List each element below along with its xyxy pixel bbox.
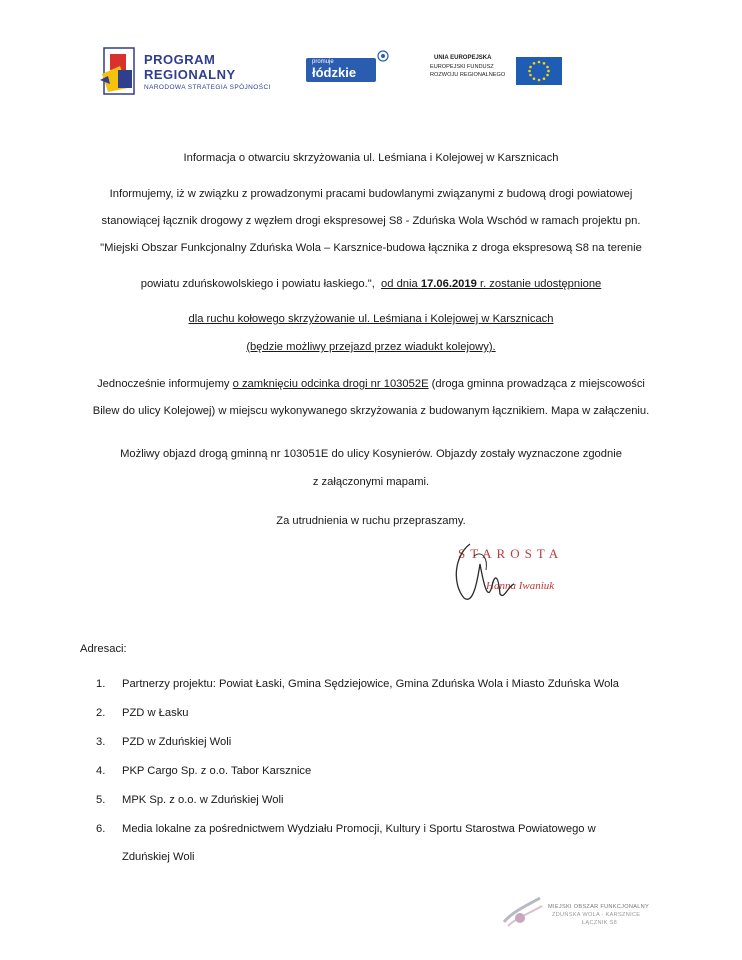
apology-text: Za utrudnienia w ruchu przepraszamy.: [276, 515, 466, 527]
program-regionalny-line3: NARODOWA STRATEGIA SPÓJNOŚCI: [144, 84, 271, 91]
program-regionalny-line2: REGIONALNY: [144, 67, 236, 82]
lodzkie-big-text: łódzkie: [312, 65, 357, 80]
mof-footer-logo: [500, 892, 700, 932]
paragraph3-line1: Możliwy objazd drogą gminną nr 103051E do ulicy Kosynierów. Objazdy zostały wyznaczone zgodnie: [120, 448, 622, 460]
road-closure-text: o zamknięciu odcinka drogi nr 103052E: [232, 378, 429, 390]
list-item-number: 1.: [96, 678, 106, 690]
paragraph2-line2: Bilew do ulicy Kolejowej) w miejscu wykonywanego skrzyżowania z budowanym łącznikiem. Mapa w załączeniu.: [92, 405, 650, 417]
lodzkie-small-text: promuje: [312, 59, 334, 65]
paragraph1-line5: dla ruchu kołowego skrzyżowanie ul. Leśmiana i Kolejowej w Karsznicach: [188, 313, 554, 325]
eu-logo: [426, 52, 566, 88]
document-title: Informacja o otwarciu skrzyżowania ul. Leśmiana i Kolejowej w Karsznicach: [183, 152, 559, 164]
eu-line1: UNIA EUROPEJSKA: [434, 55, 492, 61]
program-regionalny-logo: [96, 44, 296, 98]
program-regionalny-emblem-icon: [98, 44, 140, 98]
signature-icon: [448, 536, 578, 616]
list-item-continuation: Zduńskiej Woli: [122, 851, 195, 863]
list-item: Partnerzy projektu: Powiat Łaski, Gmina Sędziejowice, Gmina Zduńska Wola i Miasto Zduńska Wola: [122, 678, 620, 690]
list-item: MPK Sp. z o.o. w Zduńskiej Woli: [122, 794, 284, 806]
list-item: PKP Cargo Sp. z o.o. Tabor Karsznice: [122, 765, 312, 777]
mof-line2: ZDUŃSKA WOLA - KARSZNICE: [552, 912, 641, 918]
paragraph1-line3: "Miejski Obszar Funkcjonalny Zduńska Wola – Karsznice-budowa łącznika z droga ekspresową S8 na terenie: [100, 242, 642, 254]
paragraph1-line4: [40, 277, 702, 291]
starosta-stamp: [448, 536, 578, 616]
list-item-number: 6.: [96, 823, 106, 835]
list-item: PZD w Łasku: [122, 707, 189, 719]
paragraph1-line1: Informujemy, iż w związku z prowadzonymi pracami budowlanymi związanymi z budową drogi powiatowej: [109, 188, 633, 200]
stamp-title: STAROSTA: [458, 546, 564, 561]
list-item-number: 2.: [96, 707, 106, 719]
list-item-number: 4.: [96, 765, 106, 777]
eu-line3: ROZWOJU REGIONALNEGO: [430, 72, 506, 78]
paragraph2-line1: [40, 377, 702, 391]
list-item-number: 3.: [96, 736, 106, 748]
list-item: PZD w Zduńskiej Woli: [122, 736, 232, 748]
paragraph2-line1-start: Jednocześnie informujemy: [97, 378, 230, 390]
mof-line3: ŁĄCZNIK S8: [582, 920, 618, 926]
paragraph1-line2: stanowiącej łącznik drogowy z węzłem drogi ekspresowej S8 - Zduńska Wola Wschód w ramach projektu pn.: [101, 215, 641, 227]
opening-date: 17.06.2019: [420, 278, 477, 290]
list-item: Media lokalne za pośrednictwem Wydziału Promocji, Kultury i Sportu Starostwa Powiatowego w: [122, 823, 596, 835]
lodzkie-logo: [306, 48, 394, 86]
addressees-label: Adresaci:: [80, 643, 127, 655]
lodzkie-swirl-icon: [374, 48, 392, 64]
eu-stars-icon: [516, 57, 562, 85]
mof-line1: MIEJSKI OBSZAR FUNKCJONALNY: [548, 904, 650, 910]
paragraph1-line4-r: r.: [479, 278, 487, 290]
paragraph1-line4-start: powiatu zduńskowolskiego i powiatu łaskiego.",: [140, 278, 375, 290]
list-item-number: 5.: [96, 794, 106, 806]
paragraph1-line4-end: zostanie udostępnione: [489, 278, 602, 290]
program-regionalny-line1: PROGRAM: [144, 52, 216, 67]
eu-flag-icon: [516, 57, 562, 85]
mof-emblem-icon: [500, 892, 546, 932]
eu-line2: EUROPEJSKI FUNDUSZ: [430, 64, 494, 70]
paragraph3-line2: z załączonymi mapami.: [312, 476, 430, 488]
stamp-name: Hanna Iwaniuk: [486, 580, 555, 592]
paragraph2-line1-end: (droga gminna prowadząca z miejscowości: [431, 378, 645, 390]
paragraph1-line6: (będzie możliwy przejazd przez wiadukt kolejowy).: [246, 341, 496, 353]
paragraph1-line4-od-dnia: od dnia: [381, 278, 418, 290]
